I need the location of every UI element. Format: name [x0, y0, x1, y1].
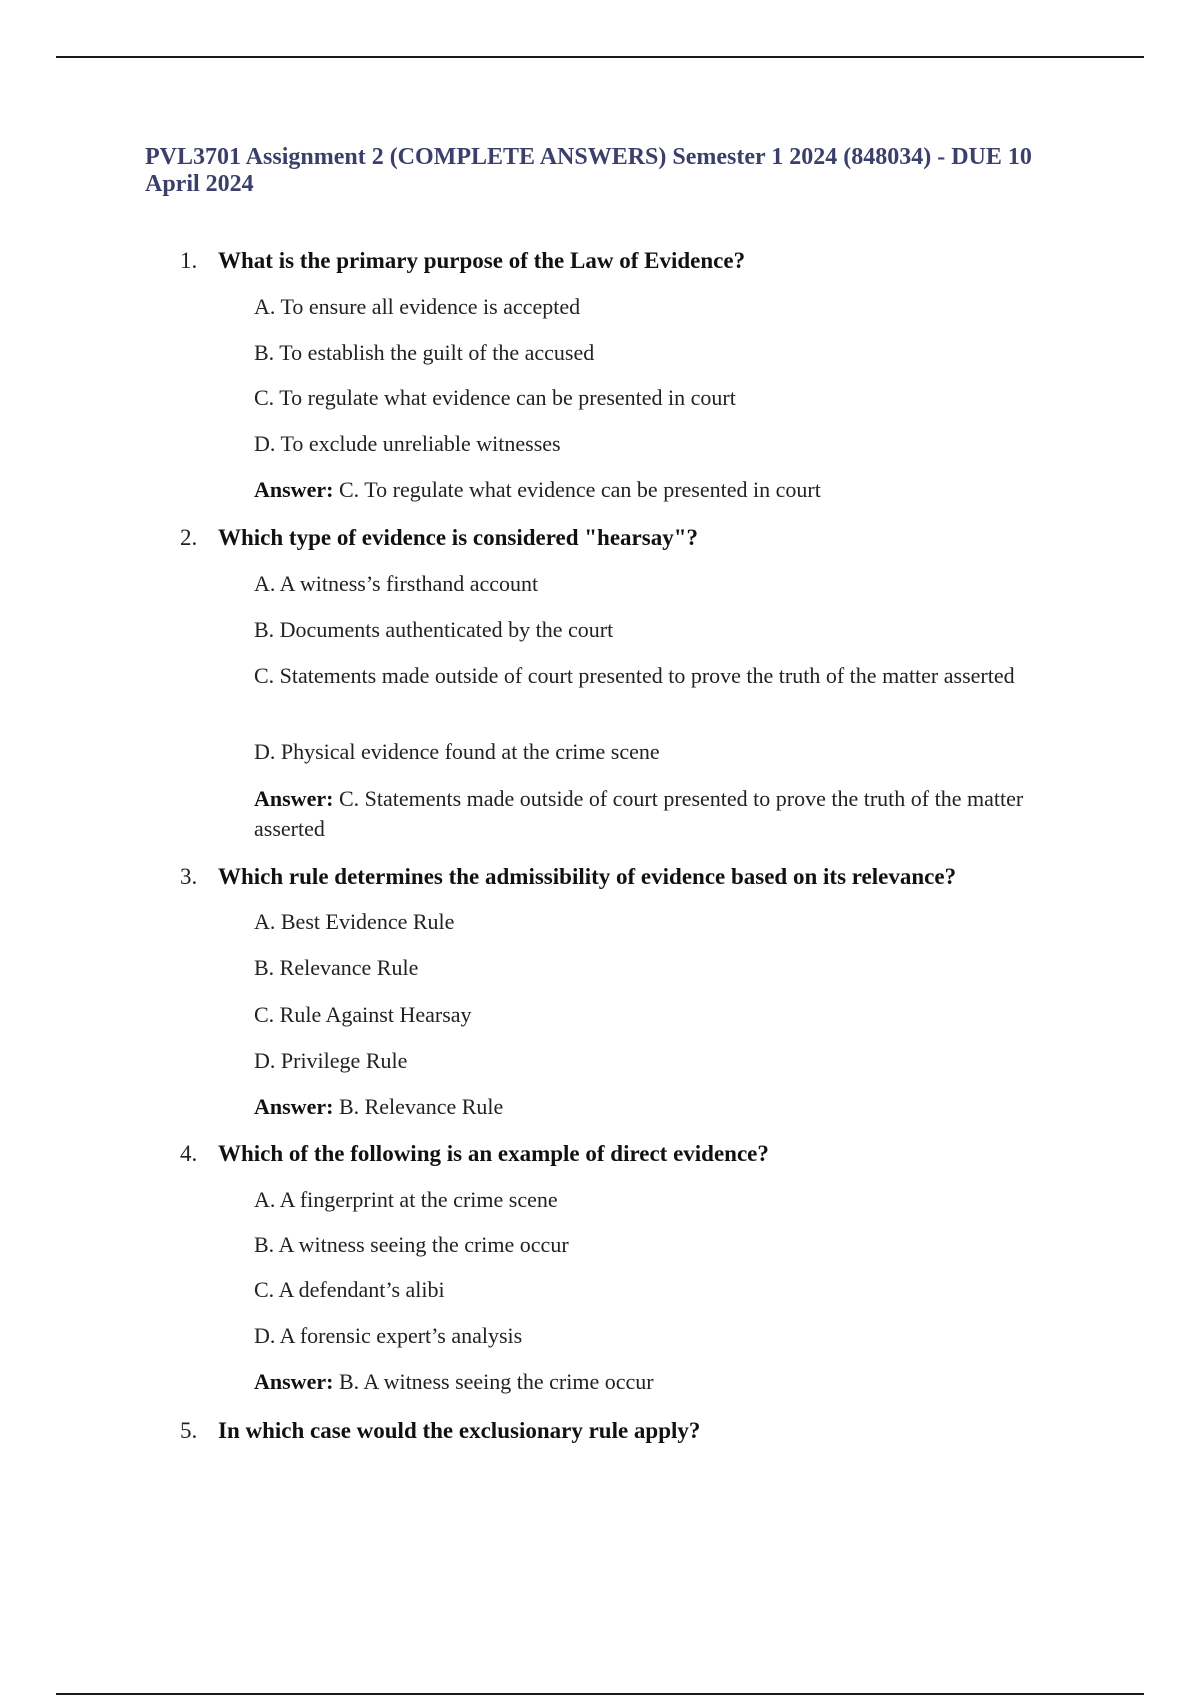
option-a: A. A fingerprint at the crime scene [254, 1187, 558, 1212]
question-number: 2. [180, 525, 198, 550]
option-a: A. A witness’s firsthand account [254, 571, 539, 596]
answer-label: Answer: [254, 477, 334, 502]
bottom-divider [56, 1693, 1144, 1695]
question-number: 4. [180, 1141, 198, 1166]
document-title: PVL3701 Assignment 2 (COMPLETE ANSWERS) Semester 1 2024 (848034) - DUE 10 April 2024 [145, 144, 1032, 197]
option-b: B. Relevance Rule [254, 955, 419, 980]
option-c: C. Rule Against Hearsay [254, 1002, 472, 1027]
option-d: D. To exclude unreliable witnesses [254, 431, 561, 456]
question-text: Which rule determines the admissibility of evidence based on its relevance? [218, 864, 957, 889]
option-b: B. A witness seeing the crime occur [254, 1232, 569, 1257]
option-c: C. Statements made outside of court presented to prove the truth of the matter asserted [254, 663, 1015, 688]
answer-line [254, 784, 1034, 844]
option-a: A. Best Evidence Rule [254, 909, 455, 934]
option-d: D. Privilege Rule [254, 1048, 408, 1073]
answer-line [254, 475, 1034, 505]
question-number: 5. [180, 1418, 198, 1443]
answer-label: Answer: [254, 786, 334, 811]
option-d: D. Physical evidence found at the crime scene [254, 739, 660, 764]
answer-text: B. Relevance Rule [338, 1094, 504, 1119]
answer-line [254, 1092, 1034, 1122]
question-number: 3. [180, 864, 198, 889]
question-text: Which type of evidence is considered "hearsay"? [218, 525, 698, 550]
question-text: In which case would the exclusionary rule apply? [218, 1418, 701, 1443]
answer-text: C. To regulate what evidence can be presented in court [338, 477, 821, 502]
option-b: B. To establish the guilt of the accused [254, 340, 595, 365]
answer-label: Answer: [254, 1369, 334, 1394]
option-b: B. Documents authenticated by the court [254, 617, 614, 642]
answer-text: B. A witness seeing the crime occur [338, 1369, 654, 1394]
option-c: C. A defendant’s alibi [254, 1277, 445, 1302]
answer-line [254, 1367, 1034, 1397]
question-text: What is the primary purpose of the Law of Evidence? [218, 248, 746, 273]
option-d: D. A forensic expert’s analysis [254, 1323, 523, 1348]
question-text: Which of the following is an example of direct evidence? [218, 1141, 769, 1166]
question-number: 1. [180, 248, 198, 273]
answer-label: Answer: [254, 1094, 334, 1119]
answer-text: C. Statements made outside of court presented to prove the truth of the matter asserted [254, 786, 1024, 841]
option-a: A. To ensure all evidence is accepted [254, 294, 581, 319]
option-c: C. To regulate what evidence can be presented in court [254, 385, 736, 410]
